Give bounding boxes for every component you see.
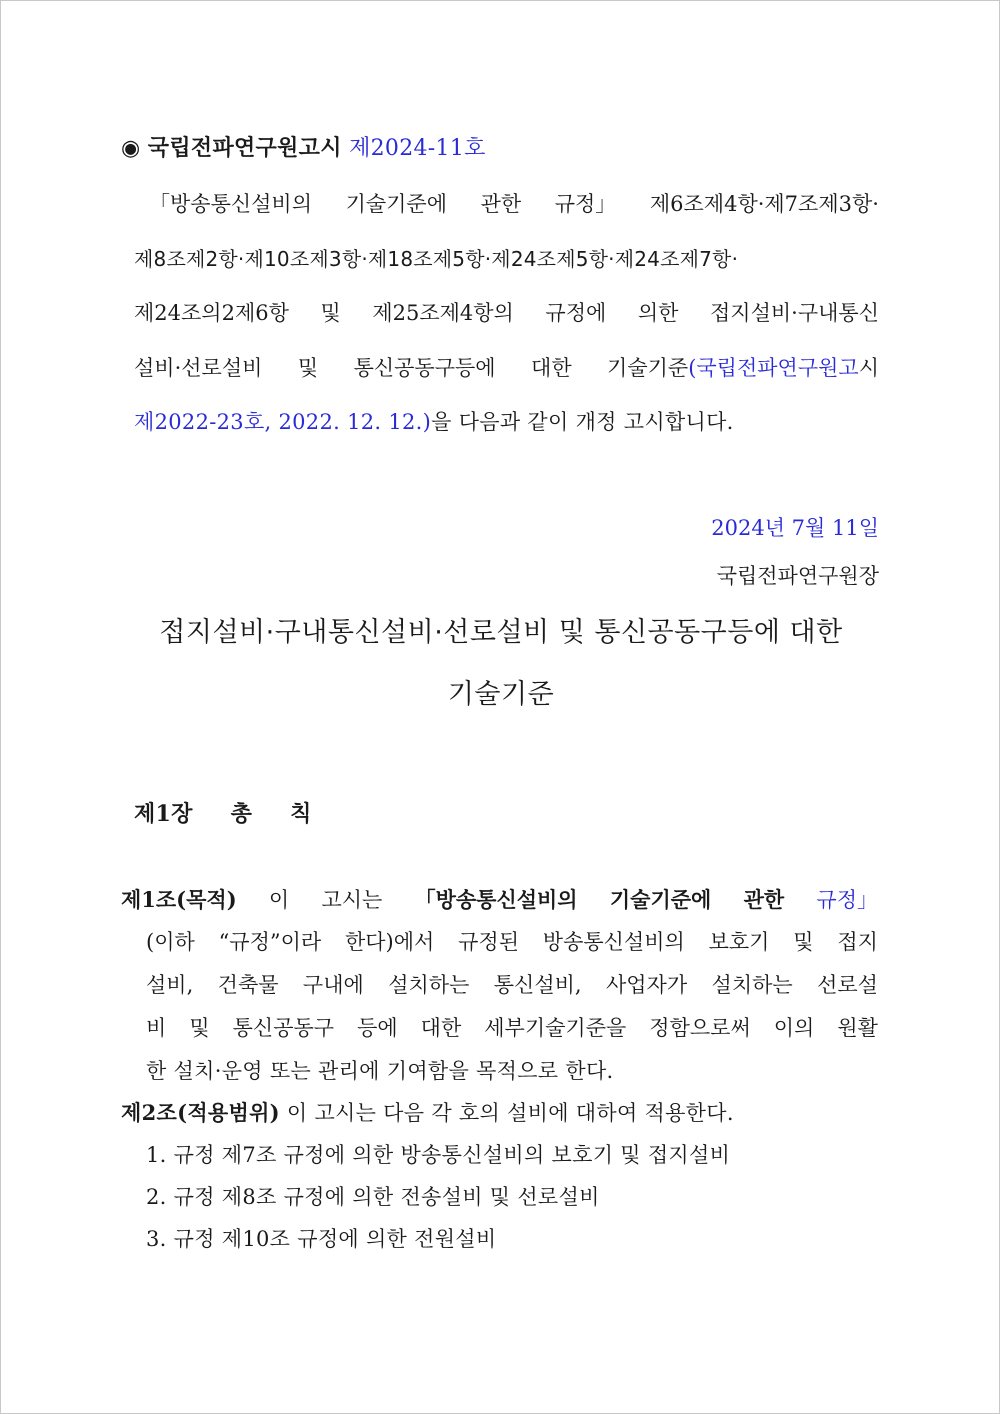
article-word: 관한 (743, 887, 785, 912)
article-word: 정함으로써 (649, 1016, 751, 1040)
prior-notice-ref: 제2022-23호, 2022. 12. 12.) (134, 410, 432, 434)
article-word: 통신설비, (493, 973, 582, 997)
preamble-word: 제6조제4항·제7조제3항· (649, 192, 879, 216)
chapter-heading (134, 799, 312, 829)
article-word: 등에 (357, 1016, 398, 1040)
article-word: 설치하는 (388, 973, 470, 997)
article-word: “규정”이라 (218, 930, 322, 954)
prior-notice-ref: (국립전파연구원고 (688, 356, 859, 380)
article-word: 사업자가 (605, 973, 688, 997)
preamble-word: 「방송통신설비의 (149, 192, 313, 216)
article2-item: 3. 규정 제10조 규정에 의한 전원설비 (146, 1227, 497, 1251)
article-word: 및 (793, 930, 814, 954)
preamble-line-4 (134, 353, 879, 383)
article-word: 선로설 (817, 973, 878, 997)
article-word: 이의 (773, 1016, 815, 1040)
article-word: 구내에 (302, 973, 364, 997)
document-title-line-1: 접지설비·구내통신설비·선로설비 및 통신공동구등에 대한 (159, 617, 843, 648)
notice-number: 제2024-11호 (349, 136, 486, 161)
preamble-line-1 (149, 189, 879, 219)
article-word: 보호기 (708, 930, 770, 954)
article-word: 대한 (420, 1016, 462, 1040)
chapter-number: 제1장 (134, 801, 193, 827)
article2-text: 이 고시는 다음 각 호의 설비에 대하여 적용한다. (286, 1101, 734, 1125)
preamble-word: 설비·선로설비 (134, 356, 263, 380)
preamble-word: 제25조제4항의 (372, 301, 514, 325)
article2-item: 1. 규정 제7조 규정에 의한 방송통신설비의 보호기 및 접지설비 (146, 1143, 731, 1167)
article2-item: 2. 규정 제8조 규정에 의한 전송설비 및 선로설비 (146, 1185, 600, 1209)
article-word: (이하 (146, 930, 195, 954)
article-word: 규정된 (458, 930, 519, 954)
preamble-word: 및 (297, 356, 319, 380)
preamble-word: 및 (320, 301, 341, 325)
article-word: 및 (189, 1016, 210, 1040)
chapter-title-word: 칙 (290, 801, 312, 827)
preamble-line-2: 제8조제2항·제10조제3항·제18조제5항·제24조제5항·제24조제7항· (134, 247, 739, 271)
article-word: 접지 (837, 930, 878, 954)
preamble-line-5 (134, 407, 734, 437)
article-word: 설치하는 (711, 973, 793, 997)
preamble-word: 통신공동구등에 (353, 356, 496, 380)
preamble-text: 기술기준 (607, 356, 689, 380)
preamble-word: 기술기준에 (345, 192, 448, 216)
article-word: 고시는 (321, 888, 383, 912)
article1-line-5: 한 설치·운영 또는 관리에 기여함을 목적으로 한다. (146, 1059, 614, 1083)
article2-line-1 (121, 1098, 734, 1128)
article-word: 규정」 (816, 888, 878, 912)
article-word: 「방송통신설비의 (414, 887, 578, 912)
preamble-word: 대한 (531, 356, 572, 380)
article-word: 설비, (146, 973, 194, 997)
preamble-word: 규정에 (545, 301, 607, 325)
article-word: 이 (268, 888, 290, 912)
article-word: 건축물 (217, 973, 279, 997)
document-title-line-2: 기술기준 (447, 679, 555, 710)
article1-line-2 (146, 927, 878, 957)
preamble-word (607, 353, 879, 383)
agency-name: 국립전파연구원고시 (147, 135, 342, 161)
preamble-text: 시 (858, 356, 879, 380)
article-word: 통신공동구 (232, 1016, 335, 1040)
article1-line-1 (121, 885, 878, 915)
preamble-word: 관한 (480, 192, 522, 216)
article-word: 기술기준에 (609, 887, 712, 912)
article-word: 비 (146, 1016, 167, 1040)
article1-line-3 (146, 970, 878, 1000)
preamble-word: 의한 (637, 301, 679, 325)
article-word: 세부기술기준을 (484, 1016, 627, 1040)
issuer-name: 국립전파연구원장 (716, 564, 879, 588)
article-word: 원활 (837, 1016, 878, 1040)
bullet-icon: ◉ (121, 136, 141, 161)
article-word: 방송통신설비의 (542, 930, 685, 954)
preamble-text: 을 다음과 같이 개정 고시합니다. (431, 410, 734, 434)
preamble-word: 규정」 (554, 192, 617, 216)
notice-date: 2024년 7월 11일 (711, 516, 879, 540)
preamble-word: 접지설비·구내통신 (710, 301, 879, 325)
article1-line-4 (146, 1013, 878, 1043)
notice-header (121, 133, 486, 164)
chapter-title-word: 총 (230, 801, 253, 827)
article2-heading: 제2조(적용범위) (121, 1100, 280, 1125)
preamble-word: 제24조의2제6항 (134, 301, 289, 325)
article-word: 한다)에서 (344, 930, 435, 954)
article1-heading: 제1조(목적) (121, 887, 237, 912)
preamble-line-3 (134, 298, 879, 328)
